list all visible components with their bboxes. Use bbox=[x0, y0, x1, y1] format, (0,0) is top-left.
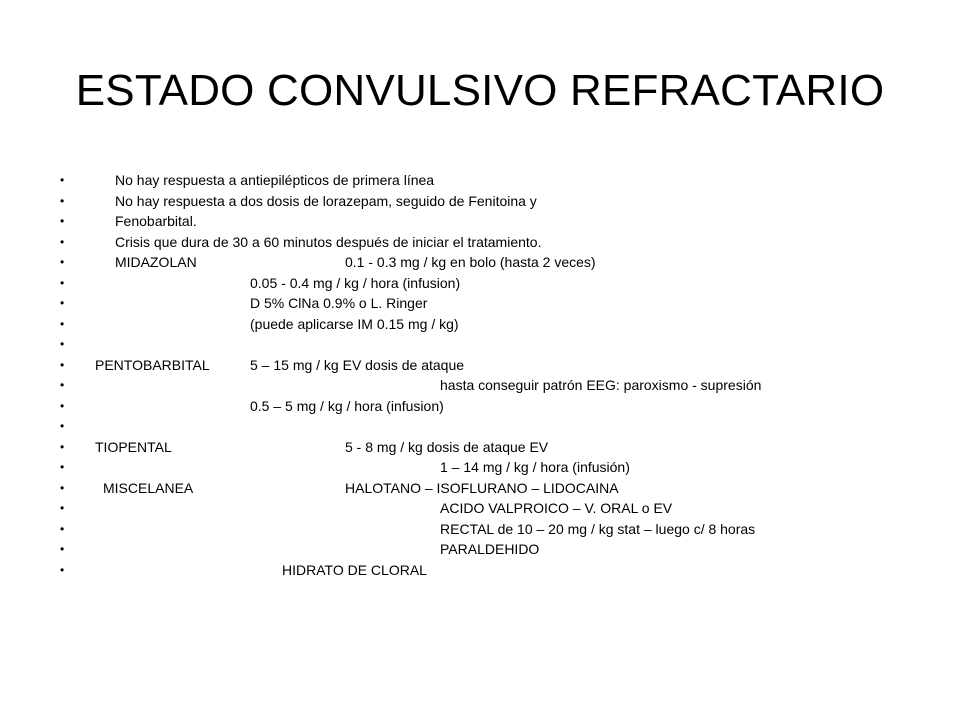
bullet-icon: • bbox=[60, 337, 65, 351]
bullet-icon: • bbox=[60, 439, 65, 454]
list-item bbox=[0, 252, 960, 273]
list-item bbox=[0, 396, 960, 417]
drug-name: MISCELANEA bbox=[103, 479, 194, 496]
bullet-icon: • bbox=[60, 193, 65, 208]
bullet-icon: • bbox=[60, 296, 65, 310]
list-item bbox=[0, 560, 960, 581]
list-item bbox=[0, 539, 960, 560]
drug-dose: HALOTANO – ISOFLURANO – LIDOCAINA bbox=[345, 479, 619, 496]
bullet-icon: • bbox=[60, 398, 65, 413]
list-item bbox=[0, 232, 960, 253]
item-text: Crisis que dura de 30 a 60 minutos después de iniciar el tratamiento. bbox=[115, 233, 542, 250]
list-item-empty bbox=[0, 416, 960, 437]
drug-dose: (puede aplicarse IM 0.15 mg / kg) bbox=[250, 315, 459, 332]
bullet-icon: • bbox=[60, 357, 65, 372]
drug-dose: ACIDO VALPROICO – V. ORAL o EV bbox=[440, 500, 673, 516]
drug-name: HIDRATO DE CLORAL bbox=[282, 561, 427, 578]
bullet-icon: • bbox=[60, 378, 65, 392]
list-item-empty bbox=[0, 334, 960, 355]
item-text: Fenobarbital. bbox=[115, 213, 197, 229]
list-item bbox=[0, 314, 960, 335]
list-item bbox=[0, 519, 960, 540]
drug-dose: 1 – 14 mg / kg / hora (infusión) bbox=[440, 459, 630, 475]
drug-dose: RECTAL de 10 – 20 mg / kg stat – luego c/ 8 horas bbox=[440, 520, 756, 537]
bullet-icon: • bbox=[60, 234, 65, 249]
drug-dose: 0.1 - 0.3 mg / kg en bolo (hasta 2 veces) bbox=[345, 254, 596, 270]
list-item bbox=[0, 375, 960, 396]
bullet-icon: • bbox=[60, 214, 65, 228]
bullet-icon: • bbox=[60, 501, 65, 515]
drug-dose: D 5% ClNa 0.9% o L. Ringer bbox=[250, 295, 428, 311]
item-text: No hay respuesta a dos dosis de lorazepam, seguido de Fenitoina y bbox=[115, 192, 537, 209]
list-item bbox=[0, 478, 960, 499]
list-item bbox=[0, 498, 960, 519]
drug-dose: hasta conseguir patrón EEG: paroxismo - supresión bbox=[440, 377, 762, 393]
drug-dose: 0.05 - 0.4 mg / kg / hora (infusion) bbox=[250, 274, 461, 291]
slide-title: ESTADO CONVULSIVO REFRACTARIO bbox=[75, 66, 885, 115]
list-item bbox=[0, 457, 960, 478]
list-item bbox=[0, 293, 960, 314]
list-item bbox=[0, 437, 960, 458]
bullet-icon: • bbox=[60, 521, 65, 536]
bullet-icon: • bbox=[60, 542, 65, 556]
bullet-icon: • bbox=[60, 255, 65, 269]
bullet-icon: • bbox=[60, 562, 65, 577]
bullet-icon: • bbox=[60, 316, 65, 331]
bullet-icon: • bbox=[60, 480, 65, 495]
list-item bbox=[0, 211, 960, 232]
drug-name: PENTOBARBITAL bbox=[95, 356, 210, 373]
list-item bbox=[0, 191, 960, 212]
bullet-icon: • bbox=[60, 275, 65, 290]
drug-dose: 5 - 8 mg / kg dosis de ataque EV bbox=[345, 438, 549, 455]
bullet-icon: • bbox=[60, 173, 65, 187]
bullet-icon: • bbox=[60, 460, 65, 474]
drug-dose: PARALDEHIDO bbox=[440, 541, 540, 557]
list-item bbox=[0, 170, 960, 191]
item-text: No hay respuesta a antiepilépticos de primera línea bbox=[115, 172, 435, 188]
content-list bbox=[0, 170, 960, 580]
drug-name: TIOPENTAL bbox=[95, 438, 172, 455]
bullet-icon: • bbox=[60, 419, 65, 433]
list-item bbox=[0, 273, 960, 294]
drug-name: MIDAZOLAN bbox=[115, 254, 197, 270]
drug-dose: 5 – 15 mg / kg EV dosis de ataque bbox=[250, 356, 465, 373]
list-item bbox=[0, 355, 960, 376]
drug-dose: 0.5 – 5 mg / kg / hora (infusion) bbox=[250, 397, 444, 414]
